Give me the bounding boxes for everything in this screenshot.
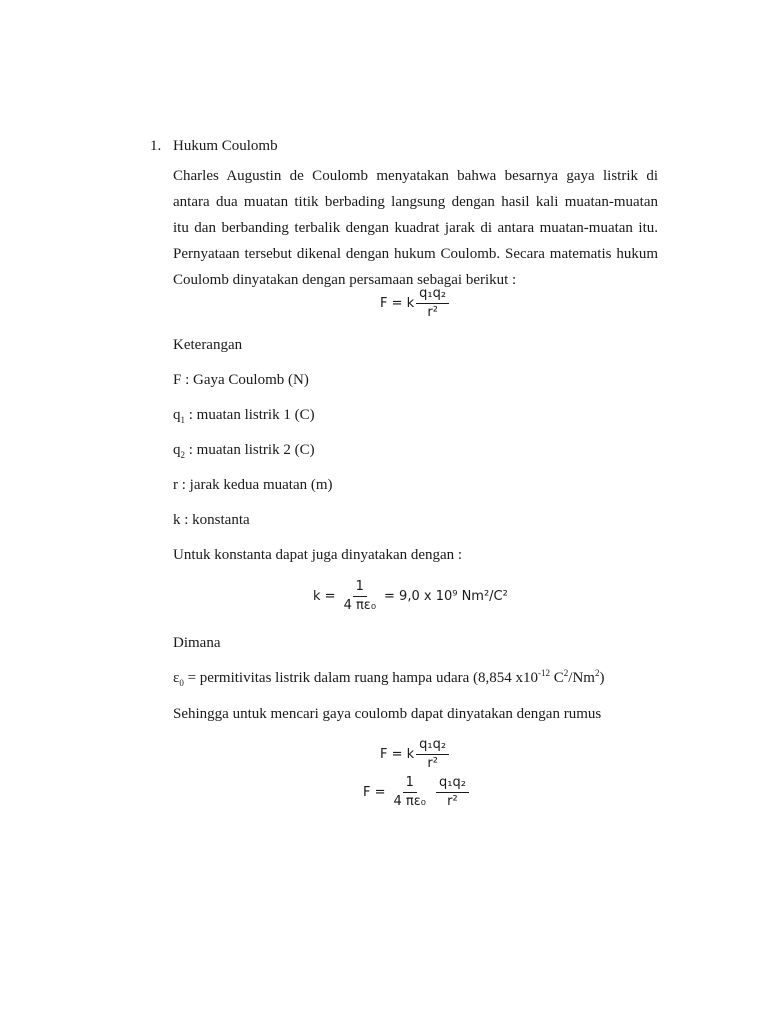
subscript: 2 [180, 450, 185, 460]
legend-F: F : Gaya Coulomb (N) [173, 372, 309, 388]
fraction [416, 287, 449, 320]
equation-lhs: k = [313, 589, 336, 604]
section-number: 1. [150, 138, 162, 154]
definition-text: = permitivitas listrik dalam ruang hampa udara (8,854 x10 [183, 670, 539, 686]
legend-text: : muatan listrik 2 (C) [185, 442, 315, 458]
numerator: 1 [403, 776, 417, 793]
denominator: 4 πε₀ [343, 598, 377, 613]
symbol: ε [173, 670, 180, 686]
sehingga-text: Sehingga untuk mencari gaya coulomb dapat dinyatakan dengan rumus [173, 706, 602, 722]
denominator: r² [427, 756, 438, 771]
section-title: Hukum Coulomb [173, 138, 278, 154]
fraction [436, 776, 469, 809]
numerator: q₁q₂ [416, 287, 449, 304]
definition-text: C [550, 670, 564, 686]
definition-text: ) [599, 670, 605, 686]
subscript: 1 [180, 415, 185, 425]
denominator: r² [427, 305, 438, 320]
denominator: r² [447, 794, 458, 809]
fraction [416, 738, 449, 771]
intro-paragraph [173, 163, 658, 293]
coulomb-equation [380, 287, 451, 320]
equation-lhs: F = [363, 785, 386, 800]
paragraph-line: antara dua muatan titik berbading langsung dengan hasil kali muatan-muatan [173, 194, 658, 210]
numerator: q₁q₂ [436, 776, 469, 793]
denominator: 4 πε₀ [393, 794, 426, 809]
exponent: 2 [563, 668, 569, 678]
definition-text: /Nm [568, 670, 595, 686]
dimana-label: Dimana [173, 635, 221, 651]
paragraph-line: Pernyataan tersebut dikenal dengan hukum Coulomb. Secara matematis hukum [173, 246, 658, 262]
keterangan-heading: Keterangan [173, 337, 243, 353]
symbol: q [173, 442, 181, 458]
equation-rhs: = 9,0 x 10⁹ Nm²/C² [384, 589, 508, 604]
coulomb-equation-repeat [380, 738, 451, 771]
coulomb-full-equation [363, 776, 471, 809]
paragraph-line: itu dan berbanding terbalik dengan kuadrat jarak di antara muatan-muatan itu. [173, 220, 658, 236]
epsilon-definition [173, 670, 604, 687]
paragraph-line: Coulomb dinyatakan dengan persamaan sebagai berikut : [173, 272, 517, 288]
symbol: q [173, 407, 181, 423]
fraction [394, 776, 426, 809]
legend-q2 [173, 442, 315, 459]
exponent: 2 [594, 668, 600, 678]
konstanta-intro: Untuk konstanta dapat juga dinyatakan dengan : [173, 547, 463, 563]
k-equation [313, 580, 508, 613]
legend-text: : muatan listrik 1 (C) [185, 407, 315, 423]
paragraph-line: Charles Augustin de Coulomb menyatakan bahwa besarnya gaya listrik di [173, 168, 658, 184]
subscript: 0 [179, 678, 184, 688]
equation-lhs: F = k [380, 747, 415, 762]
exponent: -12 [538, 668, 551, 678]
legend-q1 [173, 407, 315, 424]
legend-r: r : jarak kedua muatan (m) [173, 477, 333, 493]
numerator: q₁q₂ [416, 738, 449, 755]
numerator: 1 [353, 580, 367, 597]
equation-lhs: F = k [380, 296, 415, 311]
fraction [344, 580, 376, 613]
legend-k: k : konstanta [173, 512, 250, 528]
